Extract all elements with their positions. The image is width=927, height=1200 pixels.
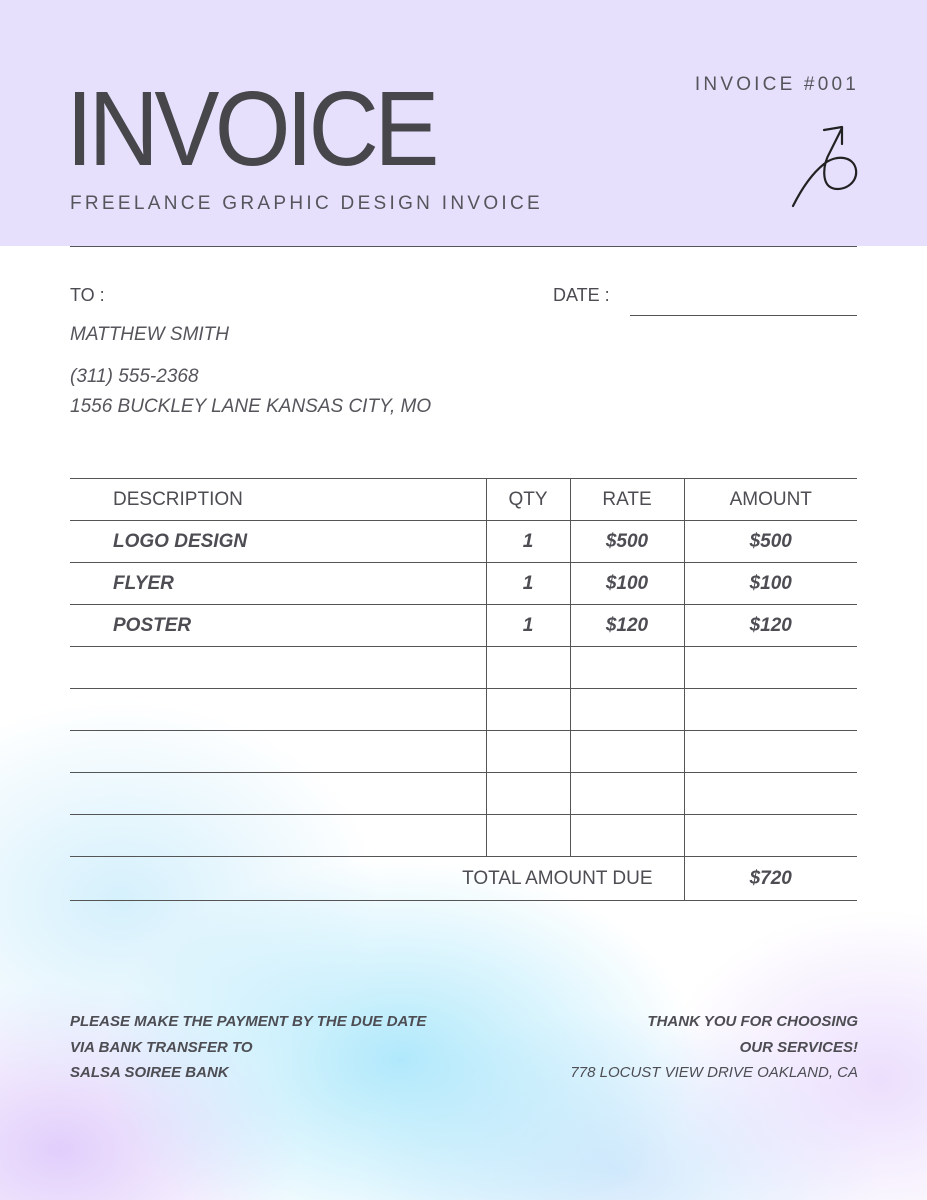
table-row <box>70 521 857 563</box>
item-qty <box>486 815 570 857</box>
item-qty <box>486 731 570 773</box>
client-address: 1556 BUCKLEY LANE KANSAS CITY, MO <box>70 396 432 417</box>
table-row <box>70 563 857 605</box>
item-description <box>70 731 486 773</box>
item-qty <box>486 689 570 731</box>
items-table <box>70 478 857 901</box>
item-description <box>70 647 486 689</box>
table-row <box>70 689 857 731</box>
payment-line: PLEASE MAKE THE PAYMENT BY THE DUE DATE <box>70 1013 427 1030</box>
table-row <box>70 731 857 773</box>
item-rate: $120 <box>570 605 684 647</box>
item-amount: $500 <box>684 521 857 563</box>
table-row <box>70 647 857 689</box>
payment-line: VIA BANK TRANSFER TO <box>70 1038 253 1056</box>
payment-instructions <box>70 1009 426 1086</box>
item-rate <box>570 731 684 773</box>
item-rate <box>570 773 684 815</box>
column-header-amount: AMOUNT <box>684 479 857 521</box>
item-amount <box>684 731 857 773</box>
item-qty: 1 <box>486 563 570 605</box>
item-rate: $500 <box>570 521 684 563</box>
total-row <box>70 857 857 901</box>
item-amount <box>684 815 857 857</box>
invoice-number: INVOICE #001 <box>694 74 859 95</box>
item-qty: 1 <box>486 521 570 563</box>
item-amount <box>684 647 857 689</box>
invoice-title: INVOICE <box>66 70 435 188</box>
total-label: TOTAL AMOUNT DUE <box>70 857 684 901</box>
column-header-qty: QTY <box>486 479 570 521</box>
item-rate: $100 <box>570 563 684 605</box>
item-rate <box>570 689 684 731</box>
payment-line: SALSA SOIREE BANK <box>70 1064 229 1081</box>
table-row <box>70 605 857 647</box>
thanks-line: THANK YOU FOR CHOOSING <box>647 1013 858 1030</box>
date-field-line[interactable] <box>630 315 857 316</box>
table-row <box>70 773 857 815</box>
column-header-rate: RATE <box>570 479 684 521</box>
invoice-subtitle: FREELANCE GRAPHIC DESIGN INVOICE <box>70 193 544 214</box>
item-amount <box>684 689 857 731</box>
item-description <box>70 773 486 815</box>
header-divider <box>70 246 857 247</box>
thanks-line: OUR SERVICES! <box>739 1038 858 1056</box>
item-qty <box>486 647 570 689</box>
date-label: DATE : <box>553 285 610 305</box>
business-address: 778 LOCUST VIEW DRIVE OAKLAND, CA <box>570 1064 858 1081</box>
item-description: LOGO DESIGN <box>70 521 486 563</box>
signature-mark <box>784 120 864 212</box>
item-description <box>70 815 486 857</box>
item-rate <box>570 647 684 689</box>
to-label: TO : <box>70 285 105 305</box>
total-value: $720 <box>684 857 857 901</box>
table-header-row <box>70 479 857 521</box>
client-name: MATTHEW SMITH <box>70 324 230 345</box>
client-phone: (311) 555-2368 <box>70 366 199 387</box>
table-row <box>70 815 857 857</box>
item-rate <box>570 815 684 857</box>
item-amount: $100 <box>684 563 857 605</box>
thank-you-note <box>570 1009 858 1086</box>
item-qty <box>486 773 570 815</box>
item-amount: $120 <box>684 605 857 647</box>
column-header-description: DESCRIPTION <box>70 479 486 521</box>
item-description: FLYER <box>70 563 486 605</box>
item-description: POSTER <box>70 605 486 647</box>
item-description <box>70 689 486 731</box>
item-amount <box>684 773 857 815</box>
item-qty: 1 <box>486 605 570 647</box>
